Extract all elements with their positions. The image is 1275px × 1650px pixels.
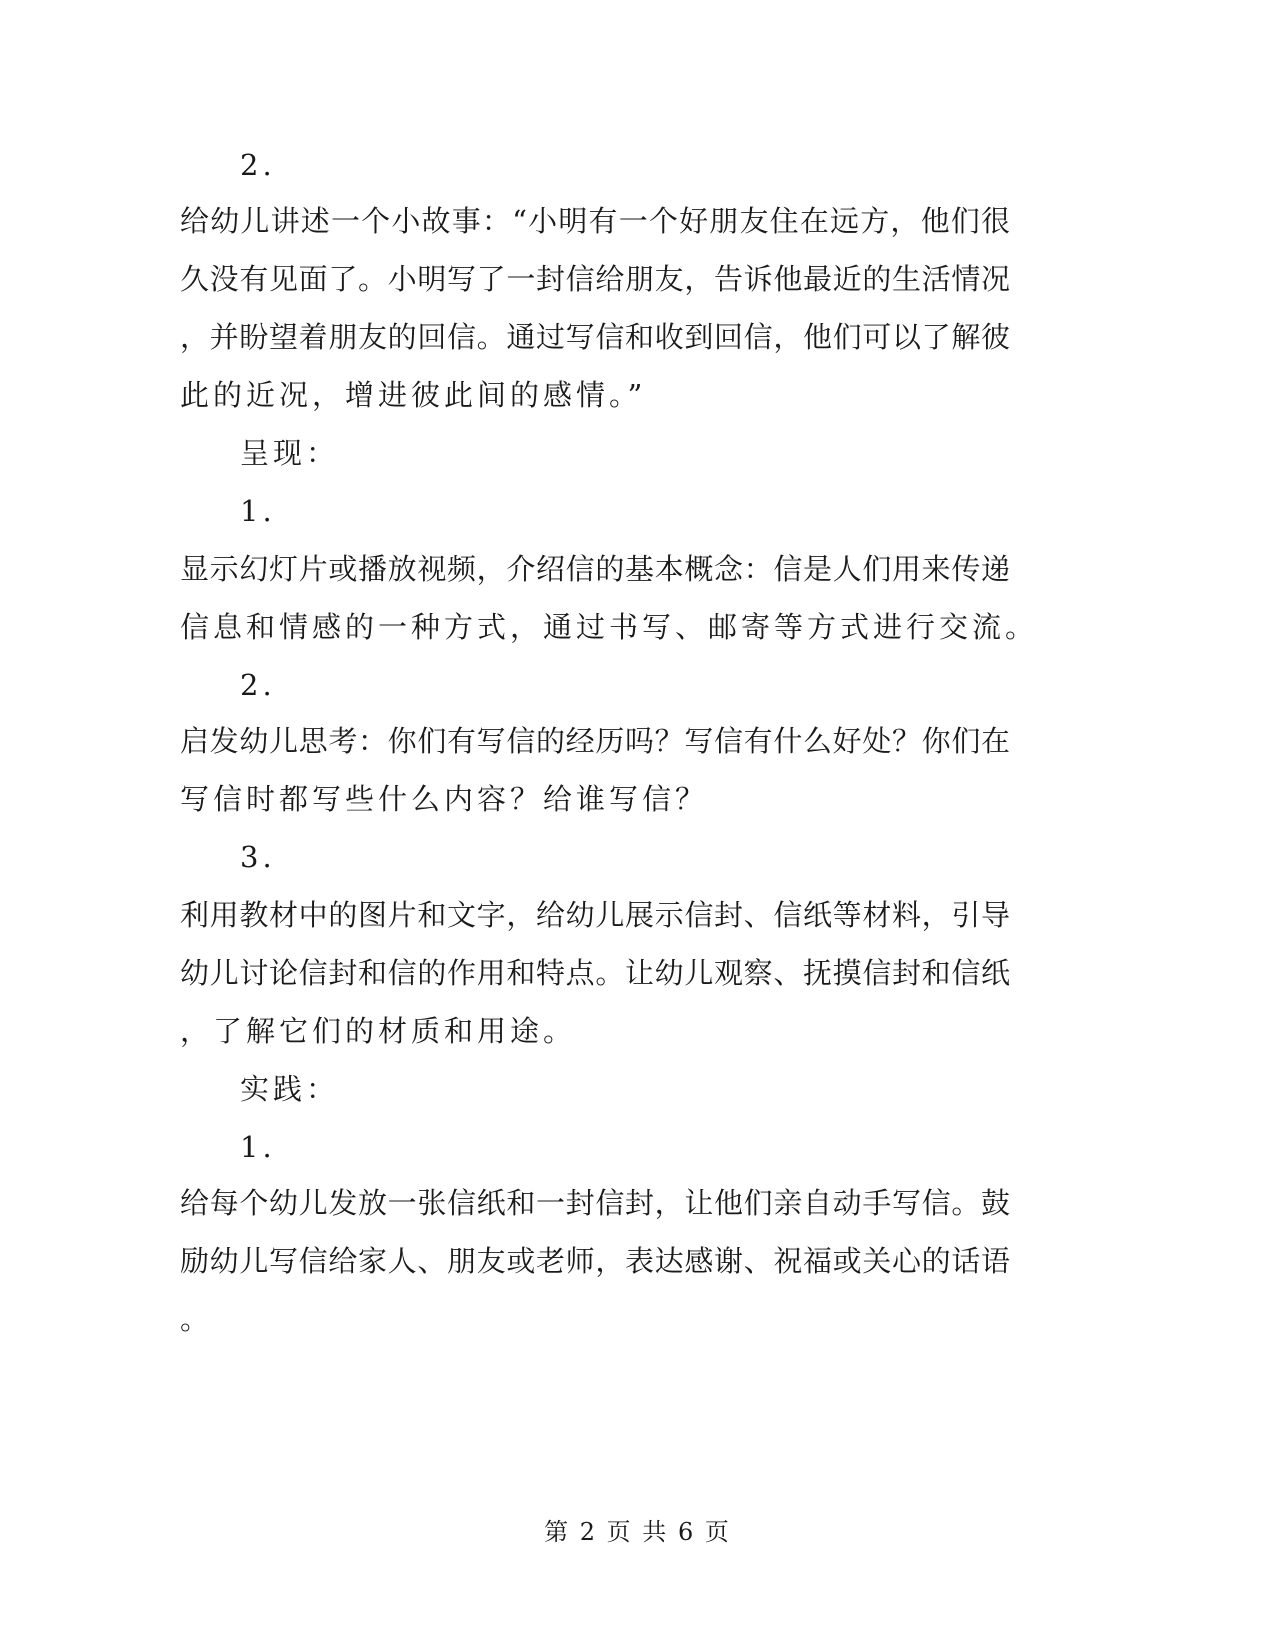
- paragraph-line: 给每个幼儿发放一张信纸和一封信封，让他们亲自动手写信。鼓: [180, 1186, 1010, 1220]
- list-number: 2.: [240, 668, 276, 702]
- list-number: 3.: [240, 840, 276, 874]
- paragraph-line: 久没有见面了。小明写了一封信给朋友，告诉他最近的生活情况: [180, 262, 1010, 296]
- section-heading: 呈现：: [240, 436, 340, 470]
- list-number: 1.: [240, 1130, 276, 1164]
- page-footer: 第 2 页 共 6 页: [544, 1518, 731, 1546]
- paragraph-line: ，并盼望着朋友的回信。通过写信和收到回信，他们可以了解彼: [180, 320, 1010, 354]
- section-heading: 实践：: [240, 1072, 340, 1106]
- paragraph-line: 给幼儿讲述一个小故事：“小明有一个好朋友住在远方，他们很: [180, 204, 1010, 238]
- paragraph-line: 励幼儿写信给家人、朋友或老师，表达感谢、祝福或关心的话语: [180, 1244, 1010, 1278]
- paragraph-line: 利用教材中的图片和文字，给幼儿展示信封、信纸等材料，引导: [180, 898, 1010, 932]
- paragraph-line: 。: [180, 1302, 214, 1336]
- list-number: 1.: [240, 494, 276, 528]
- paragraph-line: 此的近况，增进彼此间的感情。”: [180, 378, 647, 412]
- paragraph-line: 启发幼儿思考：你们有写信的经历吗？写信有什么好处？你们在: [180, 724, 1010, 758]
- paragraph-line: 幼儿讨论信封和信的作用和特点。让幼儿观察、抚摸信封和信纸: [180, 956, 1010, 990]
- paragraph-line: 显示幻灯片或播放视频，介绍信的基本概念：信是人们用来传递: [180, 552, 1010, 586]
- paragraph-line: ，了解它们的材质和用途。: [180, 1014, 577, 1048]
- paragraph-line: 写信时都写些什么内容？给谁写信？: [180, 782, 709, 816]
- paragraph-line: 信息和情感的一种方式，通过书写、邮寄等方式进行交流。: [180, 610, 1039, 644]
- list-number: 2.: [240, 148, 276, 182]
